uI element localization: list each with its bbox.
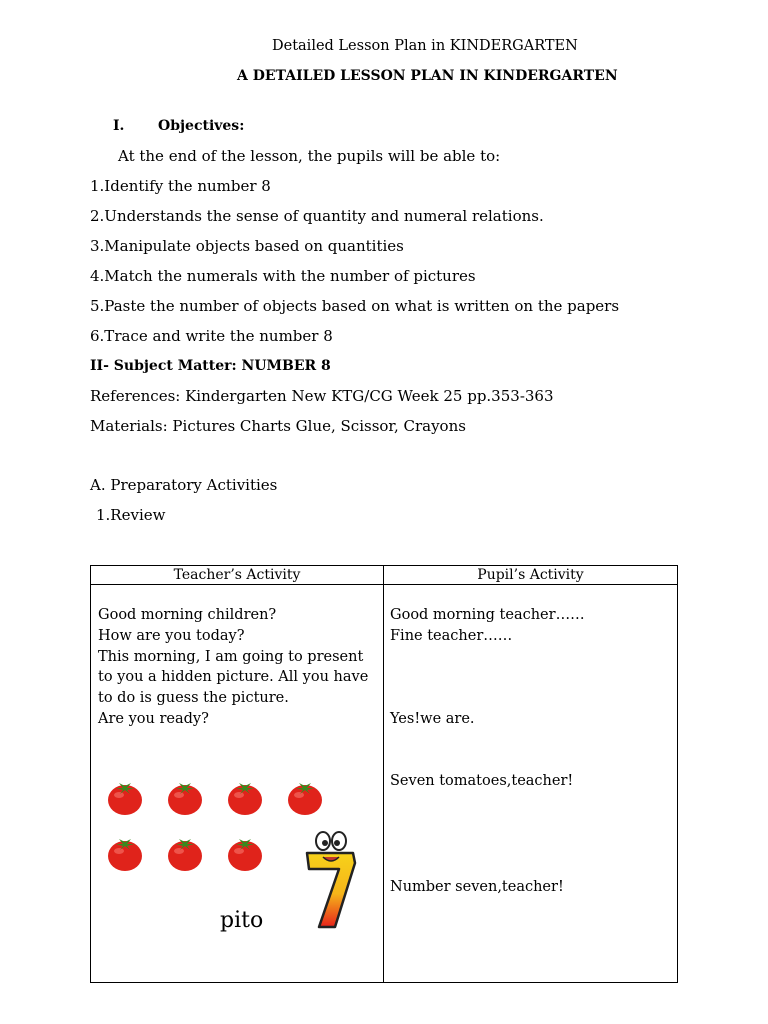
objectives-number: I. (113, 118, 125, 134)
objective-item: 3.Manipulate objects based on quantities (90, 237, 404, 255)
picture-label: pito (220, 908, 264, 933)
objective-item: 2.Understands the sense of quantity and numeral relations. (90, 207, 544, 225)
teacher-activity-header: Teacher’s Activity (91, 566, 384, 585)
objectives-heading: Objectives: (158, 118, 245, 134)
tomato-icon (167, 780, 203, 816)
activity-table (90, 565, 678, 983)
materials-line: Materials: Pictures Charts Glue, Scissor, Crayons (90, 417, 466, 435)
objective-item: 1.Identify the number 8 (90, 177, 271, 195)
pupil-response: Yes!we are. (390, 711, 475, 727)
teacher-activity-cell (91, 585, 384, 983)
objective-item: 5.Paste the number of objects based on what is written on the papers (90, 297, 620, 315)
pupil-response: Seven tomatoes,teacher! (390, 773, 574, 789)
tomato-icon (107, 780, 143, 816)
subject-matter-heading: II- Subject Matter: NUMBER 8 (90, 358, 331, 374)
cartoon-number-seven-icon (301, 823, 361, 933)
pupil-response: Good morning teacher…… (390, 607, 585, 623)
objective-item: 6.Trace and write the number 8 (90, 327, 333, 345)
tomato-icon (167, 836, 203, 872)
tomato-icon (227, 836, 263, 872)
pupil-activity-cell (384, 585, 678, 983)
references-line: References: Kindergarten New KTG/CG Week 25 pp.353-363 (90, 387, 554, 405)
pupil-activity-header: Pupil’s Activity (384, 566, 678, 585)
main-title: A DETAILED LESSON PLAN IN KINDERGARTEN (237, 68, 618, 84)
tomato-icon (287, 780, 323, 816)
doc-title: Detailed Lesson Plan in KINDERGARTEN (272, 38, 578, 54)
teacher-dialogue: Good morning children? How are you today? This morning, I am going to present to you a hidden picture. All you have to do is guess the picture. Are you ready? (98, 607, 369, 727)
pupil-response: Fine teacher…… (390, 628, 513, 644)
objectives-intro: At the end of the lesson, the pupils will be able to: (118, 147, 501, 165)
objective-item: 4.Match the numerals with the number of pictures (90, 267, 476, 285)
pupil-response: Number seven,teacher! (390, 879, 564, 895)
tomato-icon (227, 780, 263, 816)
review-step: 1.Review (96, 506, 166, 524)
preparatory-activities-heading: A. Preparatory Activities (90, 476, 278, 494)
tomato-icon (107, 836, 143, 872)
